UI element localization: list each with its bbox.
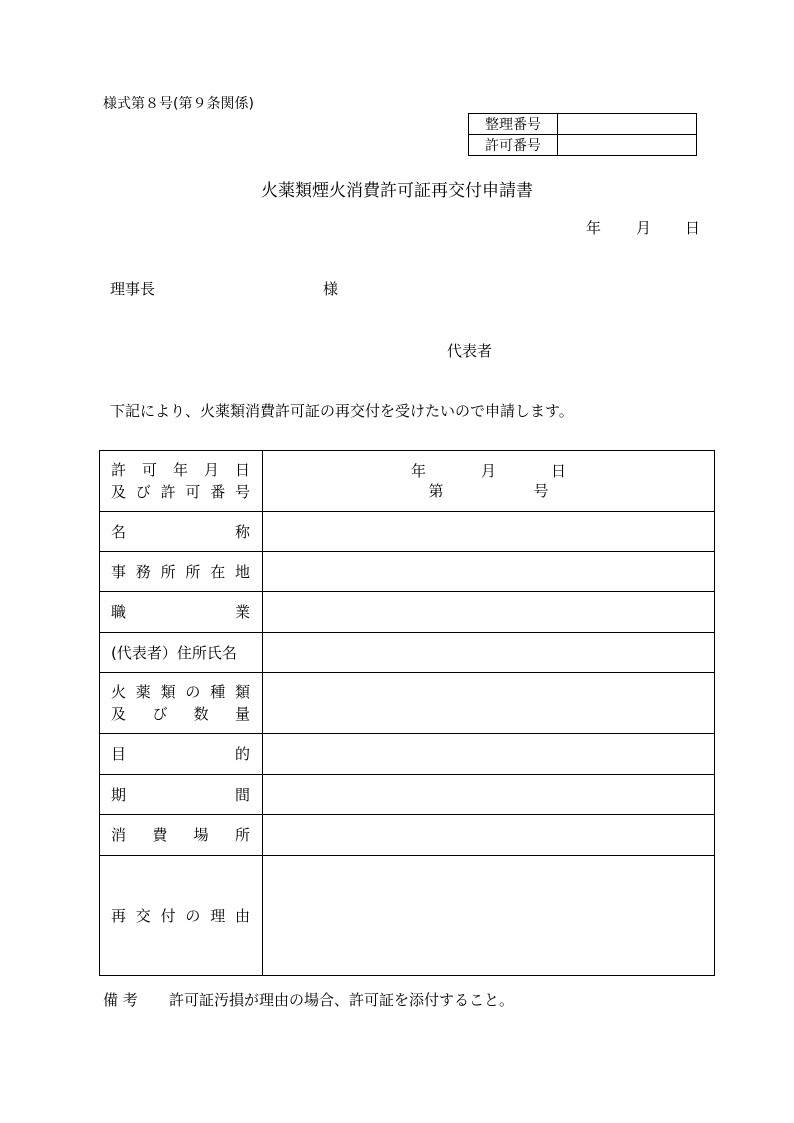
label-char: 付: [160, 906, 176, 925]
occupation-field[interactable]: [263, 592, 715, 633]
label-char: び: [135, 483, 151, 501]
label-char: 日: [234, 461, 250, 479]
filing-number-label: 整理番号: [469, 114, 558, 135]
label-char: 許: [160, 483, 176, 501]
label-char: 交: [135, 906, 151, 925]
label-char: の: [185, 906, 201, 925]
request-statement: 下記により、火薬類消費許可証の再交付を受けたいので申請します。: [110, 402, 574, 420]
table-row: [100, 451, 715, 512]
office-address-label: [100, 552, 263, 592]
consumption-location-field[interactable]: [263, 815, 715, 856]
name-label: [100, 512, 263, 552]
permit-date-number-label: [100, 451, 263, 512]
explosives-type-quantity-label: [100, 673, 263, 734]
label-char: 場: [193, 826, 209, 844]
representative-address-name-field[interactable]: [263, 633, 715, 673]
purpose-label: [100, 734, 263, 775]
table-row: [100, 592, 715, 633]
label-char: 及: [111, 705, 127, 723]
label-char: 可: [141, 461, 157, 479]
label-char: 称: [234, 522, 250, 541]
label-char: 所: [185, 562, 201, 581]
label-char: 類: [160, 683, 176, 701]
permit-date-number-field[interactable]: [263, 451, 715, 512]
label-char: 種: [210, 683, 226, 701]
label-text: (代表者）住所氏名: [111, 643, 237, 662]
label-char: 地: [234, 562, 250, 581]
label-char: 職: [111, 603, 127, 621]
table-row: [469, 114, 697, 135]
value-unit-go: 号: [533, 482, 549, 500]
label-char: 番: [210, 483, 226, 501]
reference-number-table: [468, 113, 697, 156]
representative-label: 代表者: [447, 342, 493, 360]
table-row: [100, 734, 715, 775]
purpose-field[interactable]: [263, 734, 715, 775]
permit-number-field[interactable]: [558, 135, 697, 156]
label-char: 所: [234, 826, 250, 844]
label-char: 可: [185, 483, 201, 501]
value-unit-month: 月: [480, 462, 496, 480]
label-char: 間: [234, 785, 250, 804]
table-row: [100, 673, 715, 734]
label-char: 事: [111, 562, 127, 581]
value-unit-year: 年: [410, 462, 426, 480]
label-char: 薬: [135, 683, 151, 701]
label-char: 類: [234, 683, 250, 701]
label-char: 由: [234, 906, 250, 925]
period-label: [100, 775, 263, 815]
value-unit-dai: 第: [428, 482, 444, 500]
label-char: 名: [111, 522, 127, 541]
filing-number-field[interactable]: [558, 114, 697, 135]
representative-address-name-label: [100, 633, 263, 673]
office-address-field[interactable]: [263, 552, 715, 592]
label-char: 号: [234, 483, 250, 501]
label-char: 目: [111, 745, 127, 763]
remarks-text: 許可証汚損が理由の場合、許可証を添付すること。: [169, 991, 515, 1009]
addressee: 理事長: [110, 280, 156, 298]
label-char: 数: [193, 705, 209, 723]
table-row: [100, 815, 715, 856]
name-field[interactable]: [263, 512, 715, 552]
remarks-label: 備 考: [103, 991, 138, 1009]
label-char: 的: [234, 745, 250, 763]
label-char: 月: [203, 461, 219, 479]
label-char: 火: [111, 683, 127, 701]
date-year-label: 年: [586, 219, 602, 237]
table-row: [100, 856, 715, 976]
label-char: 再: [111, 906, 127, 925]
table-row: [100, 552, 715, 592]
value-unit-day: 日: [550, 462, 566, 480]
document-title: 火薬類煙火消費許可証再交付申請書: [261, 181, 533, 201]
label-char: の: [185, 683, 201, 701]
honorific: 様: [323, 280, 339, 298]
date-month-label: 月: [636, 219, 652, 237]
label-char: 及: [111, 483, 127, 501]
label-char: 量: [234, 705, 250, 723]
label-char: 消: [111, 826, 127, 844]
label-char: 許: [111, 461, 127, 479]
table-row: [100, 633, 715, 673]
date-day-label: 日: [685, 219, 701, 237]
permit-number-label: 許可番号: [469, 135, 558, 156]
table-row: [100, 512, 715, 552]
label-char: 業: [234, 603, 250, 621]
label-char: 費: [152, 826, 168, 844]
reissue-reason-label: [100, 856, 263, 976]
label-char: 期: [111, 785, 127, 804]
label-char: 年: [172, 461, 188, 479]
table-row: [100, 775, 715, 815]
consumption-location-label: [100, 815, 263, 856]
label-char: 在: [210, 562, 226, 581]
label-char: び: [152, 705, 168, 723]
label-char: 所: [160, 562, 176, 581]
period-field[interactable]: [263, 775, 715, 815]
label-char: 理: [210, 906, 226, 925]
label-char: 務: [135, 562, 151, 581]
explosives-type-quantity-field[interactable]: [263, 673, 715, 734]
form-number: 様式第８号(第９条関係): [103, 96, 254, 112]
occupation-label: [100, 592, 263, 633]
table-row: [469, 135, 697, 156]
reissue-reason-field[interactable]: [263, 856, 715, 976]
application-table: [99, 450, 715, 976]
